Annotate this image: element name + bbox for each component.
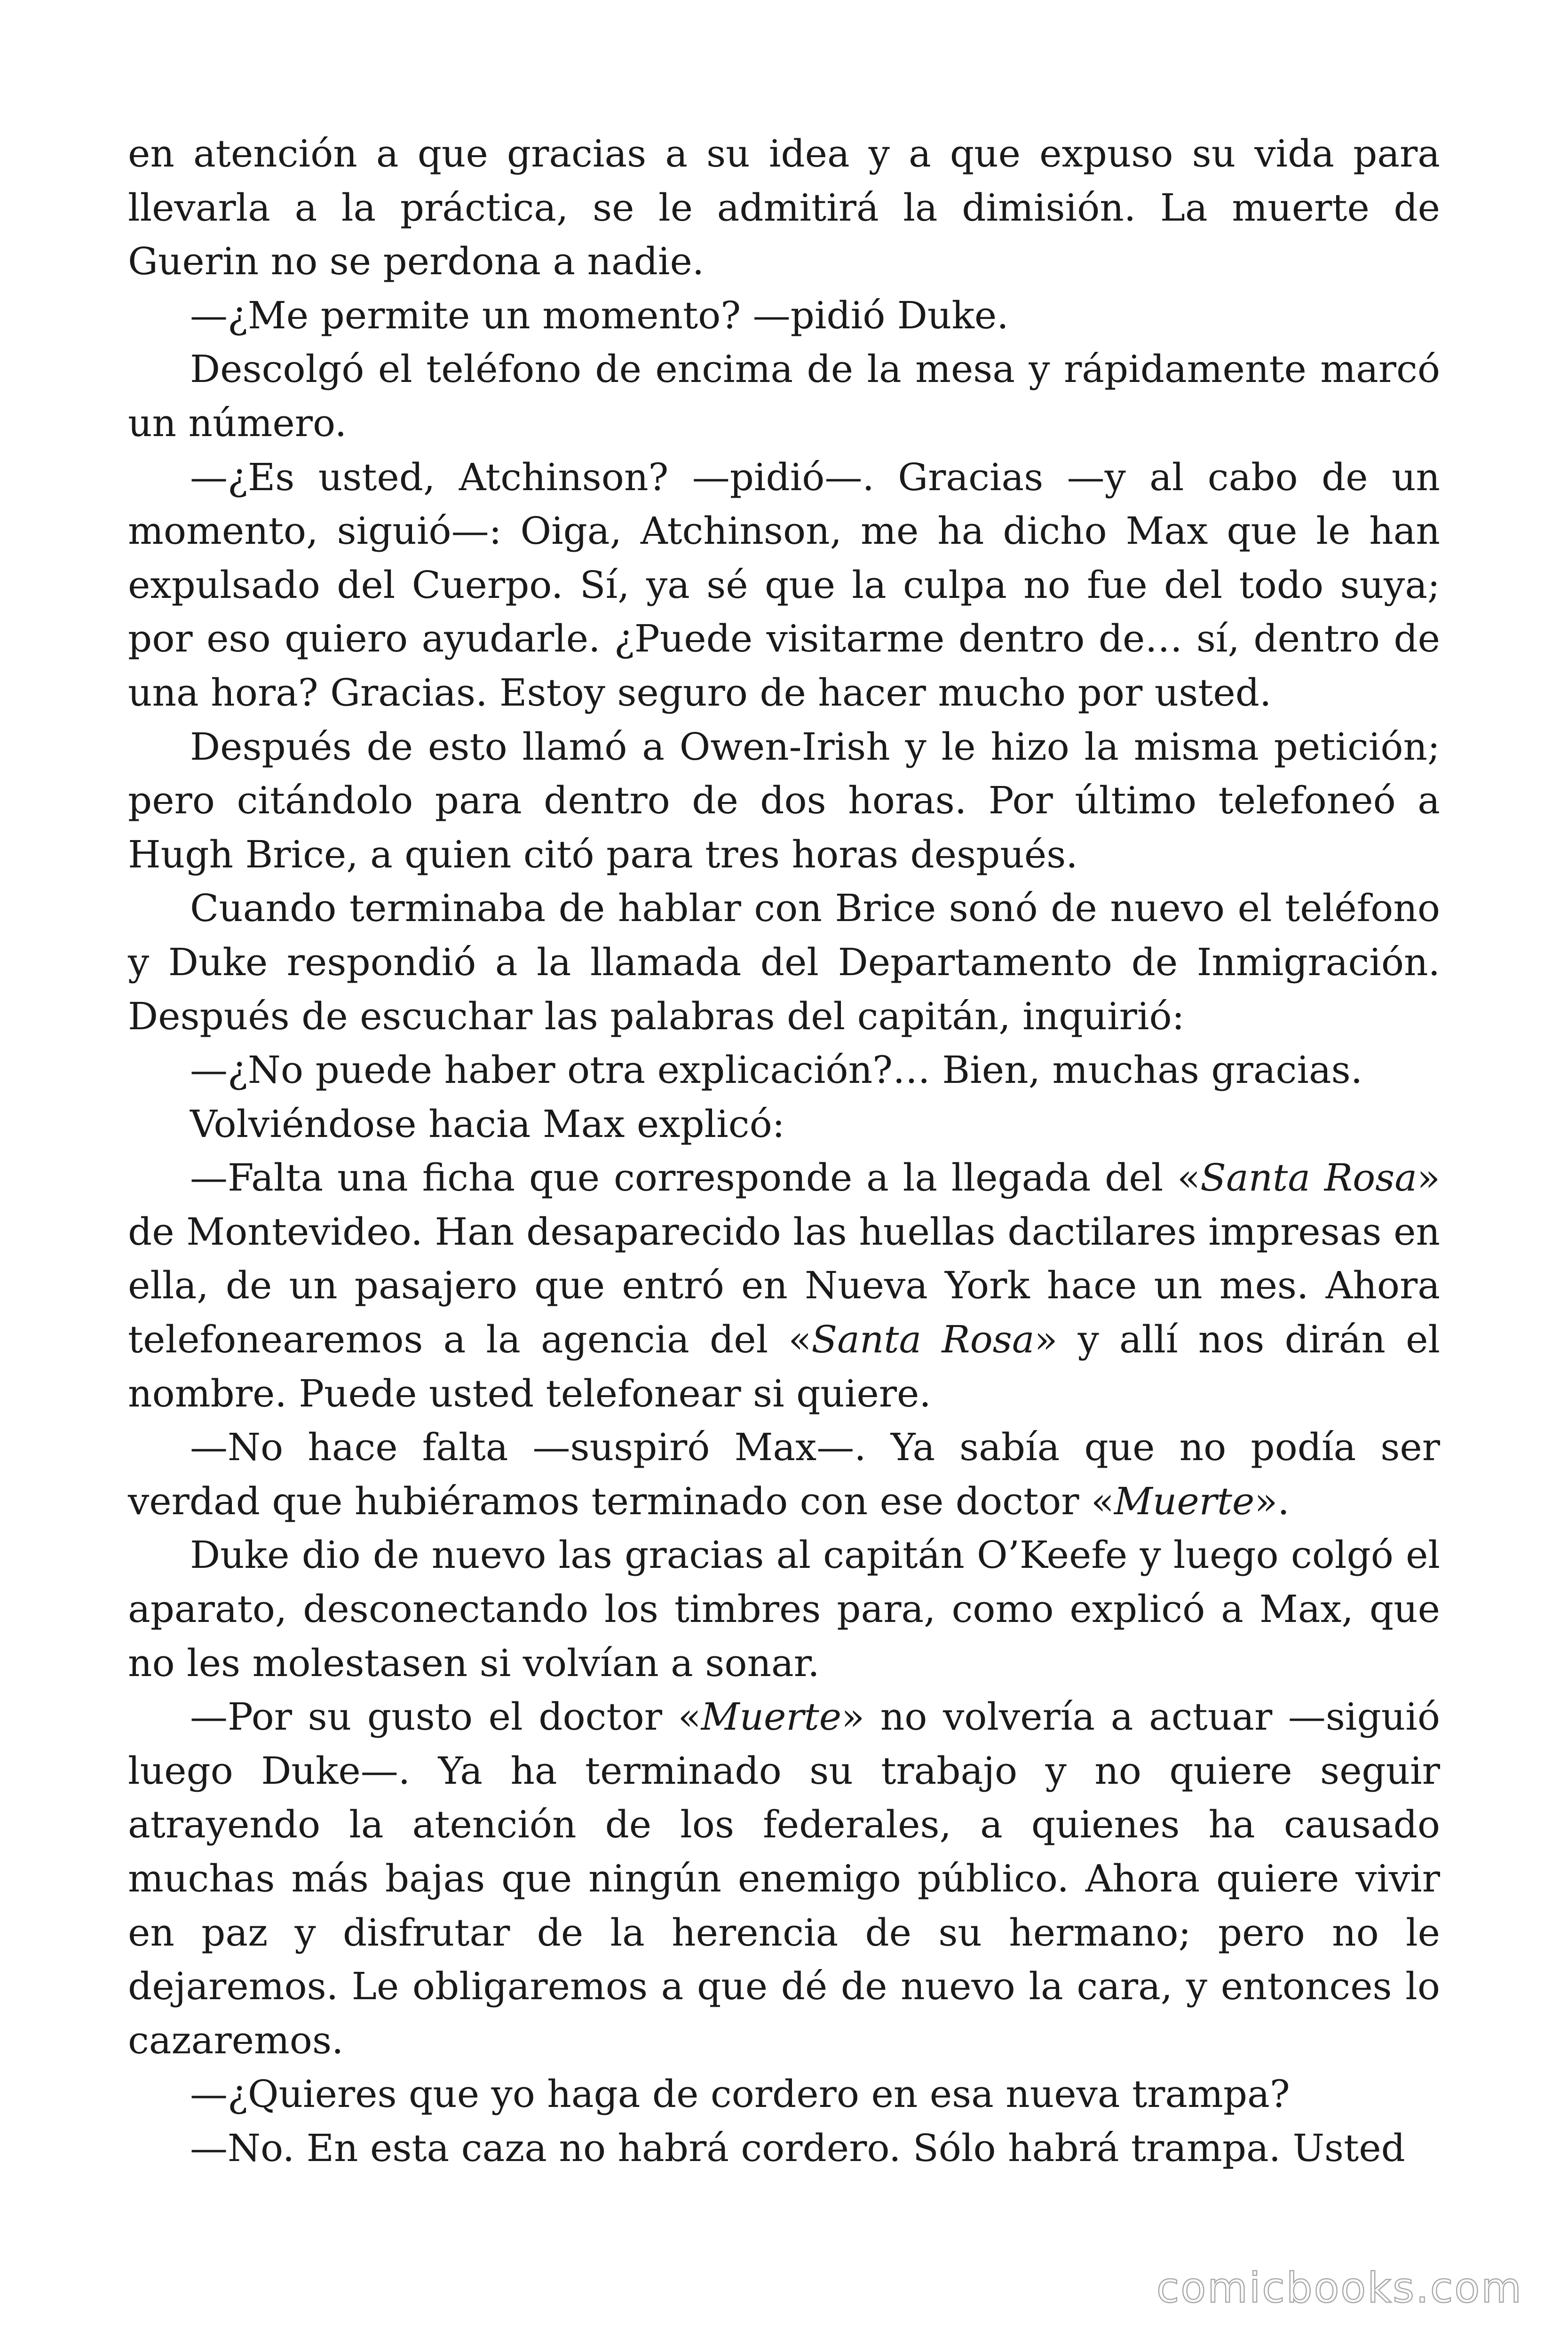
paragraph (128, 1690, 1440, 2067)
paragraph (128, 1421, 1440, 1528)
text-segment: Después de esto llamó a Owen-Irish y le hizo la misma petición; pero citándolo para dentro de dos horas. Por último telefoneó a Hugh Brice, a quien citó para tres horas después. (128, 724, 1440, 876)
paragraph (128, 1043, 1440, 1097)
text-segment: Descolgó el teléfono de encima de la mesa y rápidamente marcó un número. (128, 347, 1440, 445)
paragraph (128, 342, 1440, 450)
italic-ship-name: Santa Rosa (811, 1318, 1035, 1362)
text-segment: —¿Quieres que yo haga de cordero en esa nueva trampa? (190, 2072, 1290, 2116)
text-segment: Cuando terminaba de hablar con Brice sonó de nuevo el teléfono y Duke respondió a la llamada del Departamento de Inmigración. Después de escuchar las palabras del capitán, inquirió: (128, 886, 1440, 1038)
paragraph (128, 127, 1440, 289)
paragraph (128, 720, 1440, 882)
text-segment: » de Montevideo. Han desaparecido las huellas dactilares impresas en ella, de un pasajero que entró en Nueva York hace un mes. Ahora telefonearemos a la agencia del « (128, 1156, 1441, 1362)
text-segment: » no volvería a actuar —siguió luego Duke—. Ya ha terminado su trabajo y no quiere seguir atrayendo la atención de los federales, a quienes ha causado muchas más bajas que ningún enemigo público. Ahora quiere vivir en paz y disfrutar de la herencia de su hermano; pero no le dejaremos. Le obligaremos a que dé de nuevo la cara, y entonces lo cazaremos. (128, 1695, 1440, 2062)
paragraph (128, 2122, 1440, 2176)
paragraph (128, 882, 1440, 1043)
text-segment: —Por su gusto el doctor « (190, 1695, 701, 1739)
italic-ship-name: Santa Rosa (1200, 1156, 1418, 1200)
paragraph (128, 1151, 1440, 1421)
text-segment: —No hace falta —suspiró Max—. Ya sabía que no podía ser verdad que hubiéramos terminado con ese doctor « (128, 1425, 1440, 1523)
paragraph (128, 1097, 1440, 1152)
text-segment: Volviéndose hacia Max explicó: (190, 1102, 785, 1146)
text-segment: ». (1254, 1479, 1290, 1523)
paragraph (128, 1528, 1440, 1690)
text-segment: en atención a que gracias a su idea y a que expuso su vida para llevarla a la práctica, se le admitirá la dimisión. La muerte de Guerin no se perdona a nadie. (128, 132, 1440, 284)
text-segment: —¿Es usted, Atchinson? —pidió—. Gracias —y al cabo de un momento, siguió—: Oiga, Atchinson, me ha dicho Max que le han expulsado del Cuerpo. Sí, ya sé que la culpa no fue del todo suya; por eso quiero ayudarle. ¿Puede visitarme dentro de… sí, dentro de una hora? Gracias. Estoy seguro de hacer mucho por usted. (128, 455, 1440, 715)
text-segment: —Falta una ficha que corresponde a la llegada del « (190, 1156, 1201, 1200)
site-watermark: comicbooks.com (1156, 2264, 1523, 2312)
paragraph (128, 2067, 1440, 2122)
paragraph (128, 451, 1440, 720)
book-page-text (128, 127, 1440, 2176)
text-segment: Duke dio de nuevo las gracias al capitán O’Keefe y luego colgó el aparato, desconectando los timbres para, como explicó a Max, que no les molestasen si volvían a sonar. (128, 1533, 1440, 1685)
text-segment: —¿No puede haber otra explicación?… Bien, muchas gracias. (190, 1048, 1363, 1092)
italic-nickname: Muerte (1114, 1479, 1255, 1523)
text-segment: » y allí nos dirán el nombre. Puede usted telefonear si quiere. (128, 1318, 1441, 1415)
italic-nickname: Muerte (701, 1695, 842, 1739)
paragraph (128, 289, 1440, 343)
text-segment: —¿Me permite un momento? —pidió Duke. (190, 293, 1009, 337)
text-segment: —No. En esta caza no habrá cordero. Sólo habrá trampa. Usted (190, 2126, 1405, 2170)
